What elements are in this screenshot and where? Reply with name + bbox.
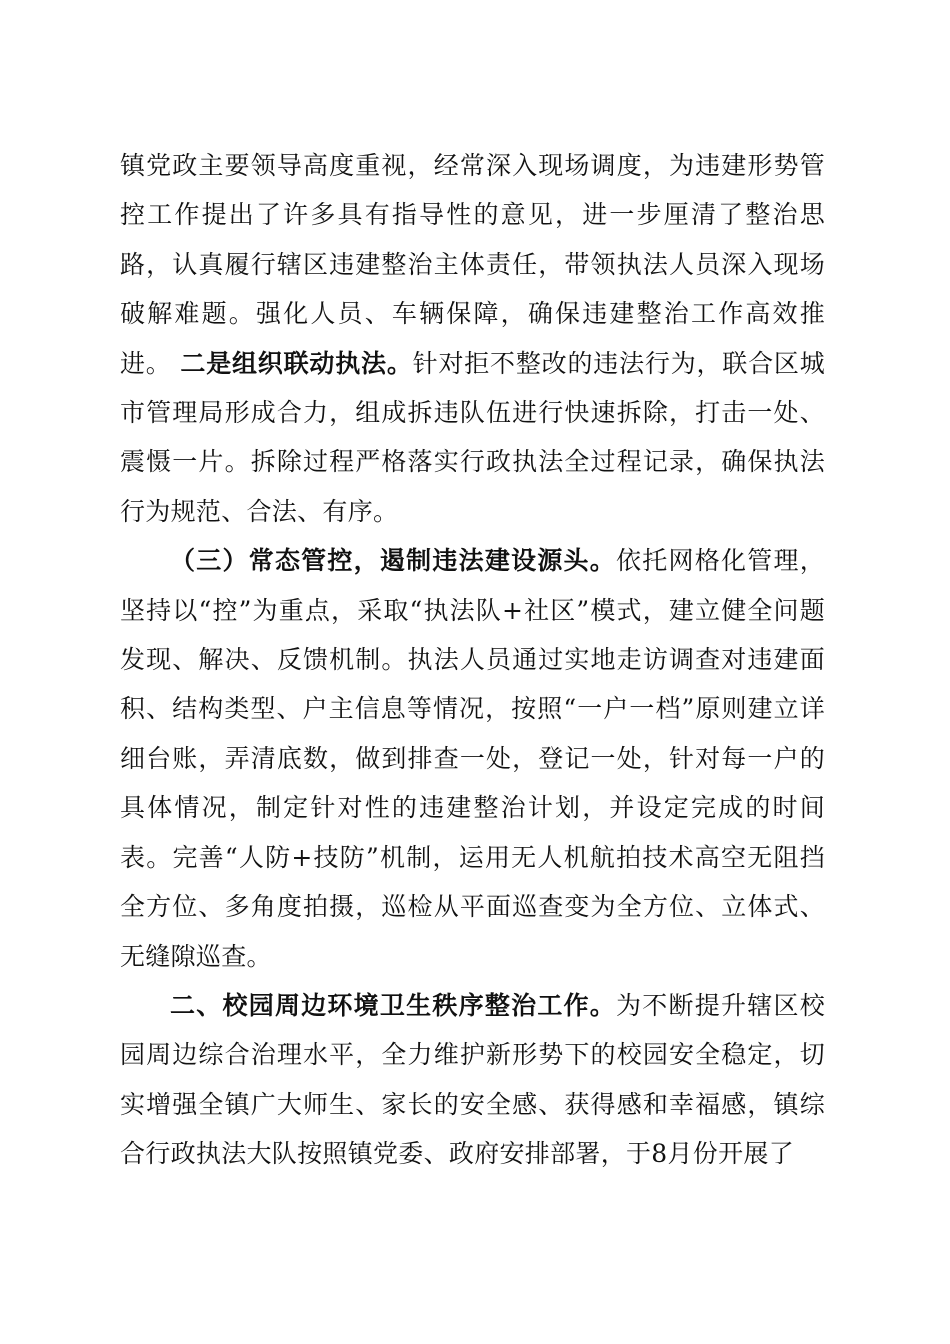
paragraph-section-two xyxy=(120,981,825,1179)
section-heading: （三）常态管控，遏制违法建设源头。 xyxy=(170,546,617,576)
paragraph-bold-heading: 二是组织联动执法。 xyxy=(180,348,413,378)
section-heading: 二、校园周边环境卫生秩序整治工作。 xyxy=(170,990,617,1020)
paragraph-text-after: 针对拒不整改的违法行为，联合区城市管理局形成合力，组成拆违队伍进行快速拆除，打击一处、震慑一片。拆除过程严格落实行政执法全过程记录，确保执法行为规范、合法、有序。 xyxy=(120,348,826,526)
document-body xyxy=(120,141,825,1179)
paragraph-text: 镇党政主要领导高度重视，经常深入现场调度，为违建形势管控工作提出了许多具有指导性的意见，进一步厘清了整治思路，认真履行辖区违建整治主体责任，带领执法人员深入现场破解难题。强化人员、车辆保障，确保违建整治工作高效推进。 xyxy=(120,151,825,378)
paragraph-text: 为不断提升辖区校园周边综合治理水平，全力维护新形势下的校园安全稳定，切实增强全镇广大师生、家长的安全感、获得感和幸福感，镇综合行政执法大队按照镇党委、政府安排部署，于8月份开展了 xyxy=(120,990,825,1169)
paragraph-text: 依托网格化管理，坚持以“控”为重点，采取“执法队+社区”模式，建立健全问题发现、解决、反馈机制。执法人员通过实地走访调查对违建面积、结构类型、户主信息等情况，按照“一户一档”原则建立详细台账，弄清底数，做到排查一处，登记一处，针对每一户的具体情况，制定针对性的违建整治计划，并设定完成的时间表。完善“人防+技防”机制，运用无人机航拍技术高空无阻挡全方位、多角度拍摄，巡检从平面巡查变为全方位、立体式、无缝隙巡查。 xyxy=(120,546,825,971)
paragraph-section-three xyxy=(120,536,825,981)
paragraph-continued xyxy=(120,141,825,536)
